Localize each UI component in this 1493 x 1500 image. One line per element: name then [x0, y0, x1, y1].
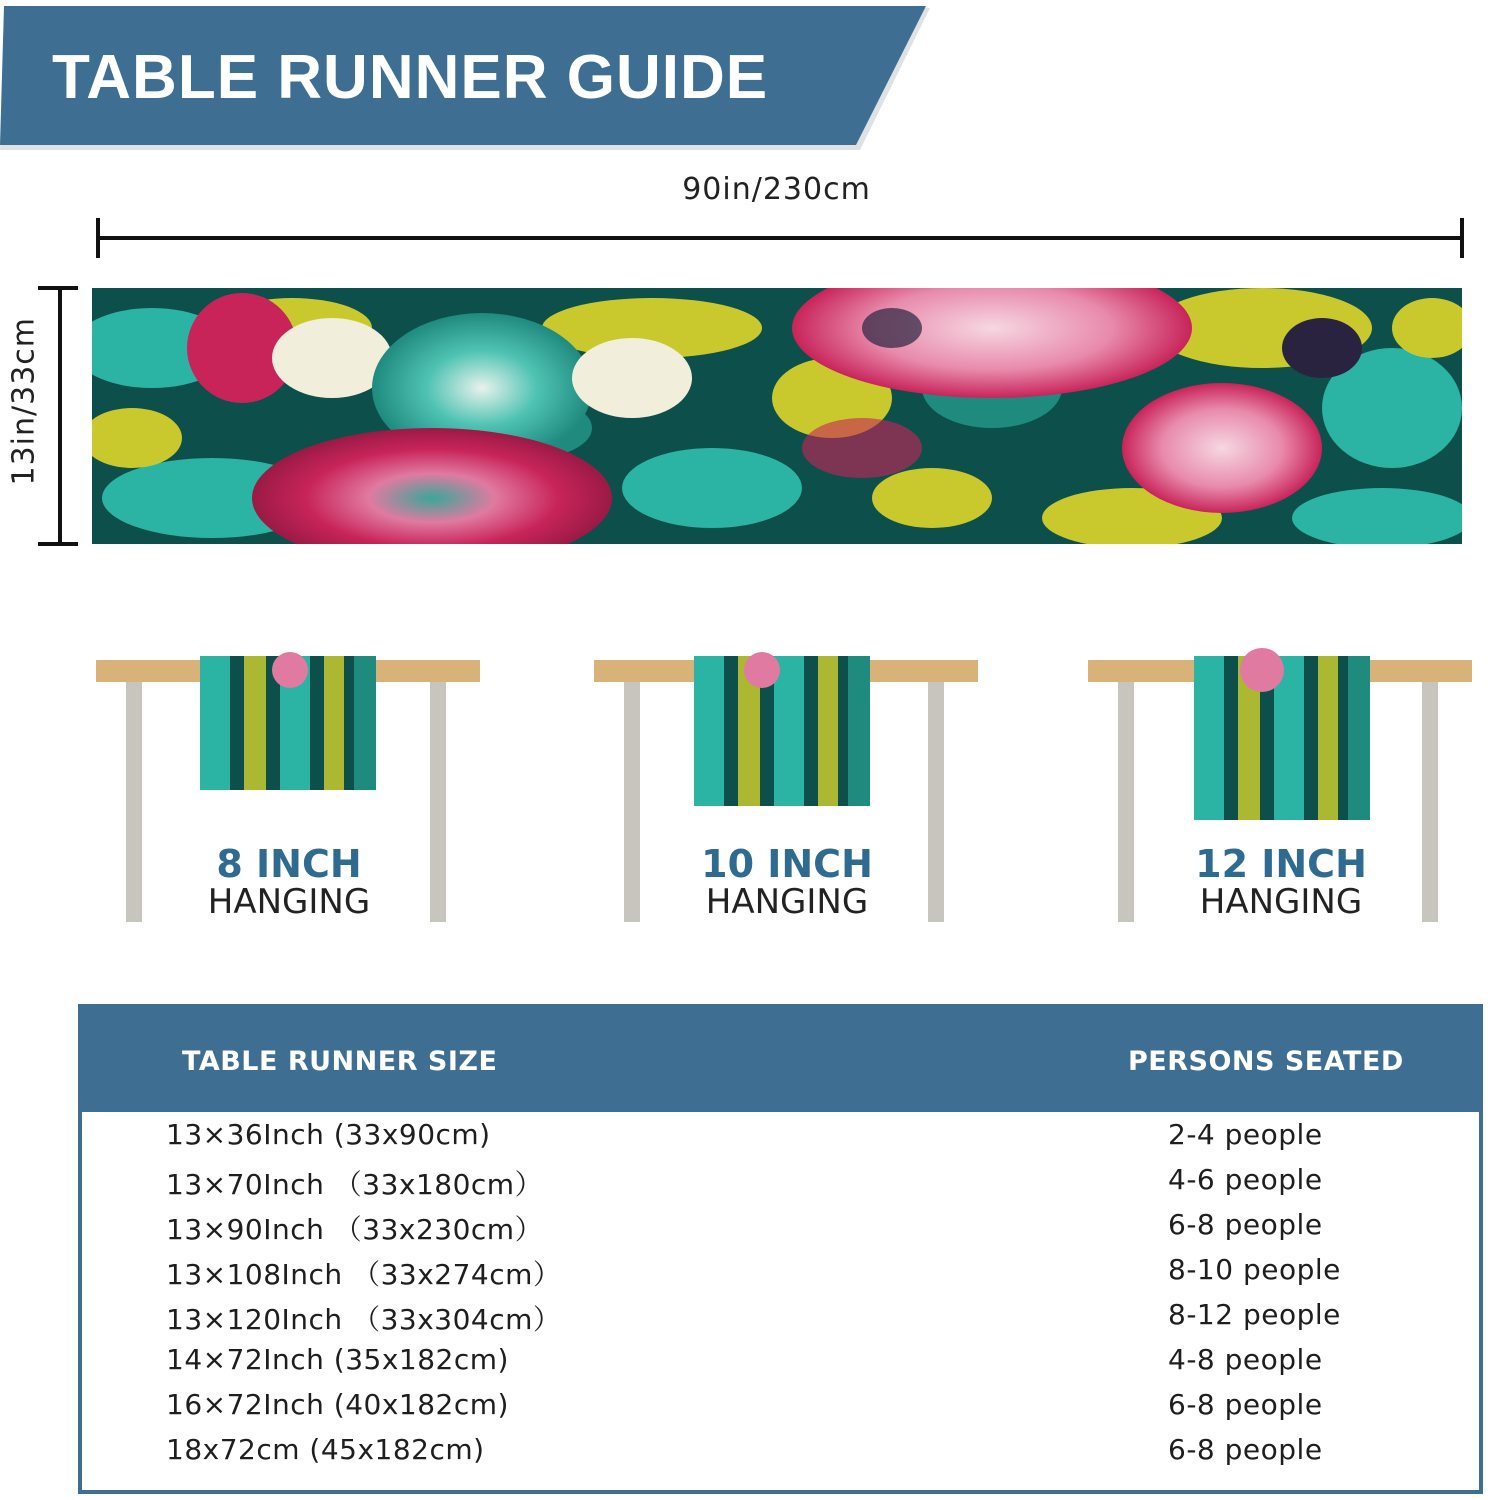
persons-cell: 8-12 people [1168, 1298, 1341, 1331]
width-dimension-label: 90in/230cm [682, 172, 871, 207]
table-hanging-10 [592, 640, 982, 940]
persons-cell: 6-8 people [1168, 1388, 1323, 1421]
table-row [82, 1388, 1479, 1433]
table-row [82, 1163, 1479, 1208]
persons-cell: 4-6 people [1168, 1163, 1323, 1196]
size-cell: 16×72Inch (40x182cm) [166, 1388, 509, 1421]
hanging-value-12: 12 INCH [1195, 842, 1367, 886]
size-cell: 18x72cm (45x182cm) [166, 1433, 485, 1466]
table-row [82, 1208, 1479, 1253]
size-cell: 14×72Inch (35x182cm) [166, 1343, 509, 1376]
persons-cell: 6-8 people [1168, 1433, 1323, 1466]
size-cell: 13×90Inch （33x230cm） [166, 1213, 544, 1246]
hanging-value-10: 10 INCH [701, 842, 873, 886]
size-cell: 13×120Inch （33x304cm） [166, 1303, 562, 1336]
hanging-label-8: HANGING [207, 882, 371, 922]
persons-cell: 2-4 people [1168, 1118, 1323, 1151]
table-row [82, 1298, 1479, 1343]
persons-cell: 4-8 people [1168, 1343, 1323, 1376]
size-table [78, 1004, 1483, 1494]
width-dimension-line [96, 218, 1464, 258]
table-hanging-12 [1086, 640, 1476, 940]
table-row [82, 1433, 1479, 1478]
table-row [82, 1343, 1479, 1388]
column-header-size: TABLE RUNNER SIZE [182, 1046, 498, 1077]
size-cell: 13×70Inch （33x180cm） [166, 1168, 544, 1201]
column-header-persons: PERSONS SEATED [1128, 1046, 1404, 1077]
hanging-value-8: 8 INCH [216, 842, 362, 886]
height-dimension-label: 13in/33cm [6, 316, 42, 486]
hanging-label-10: HANGING [705, 882, 869, 922]
page-title: TABLE RUNNER GUIDE [52, 43, 769, 112]
table-row [82, 1118, 1479, 1163]
height-dimension-line [36, 286, 80, 546]
size-table-header [82, 1008, 1479, 1112]
persons-cell: 8-10 people [1168, 1253, 1341, 1286]
table-hanging-8 [94, 640, 484, 940]
hanging-label-12: HANGING [1199, 882, 1363, 922]
floral-runner-image [92, 288, 1462, 544]
size-table-rows [82, 1118, 1479, 1478]
table-row [82, 1253, 1479, 1298]
size-cell: 13×108Inch （33x274cm） [166, 1258, 562, 1291]
persons-cell: 6-8 people [1168, 1208, 1323, 1241]
size-cell: 13×36Inch (33x90cm) [166, 1118, 491, 1151]
